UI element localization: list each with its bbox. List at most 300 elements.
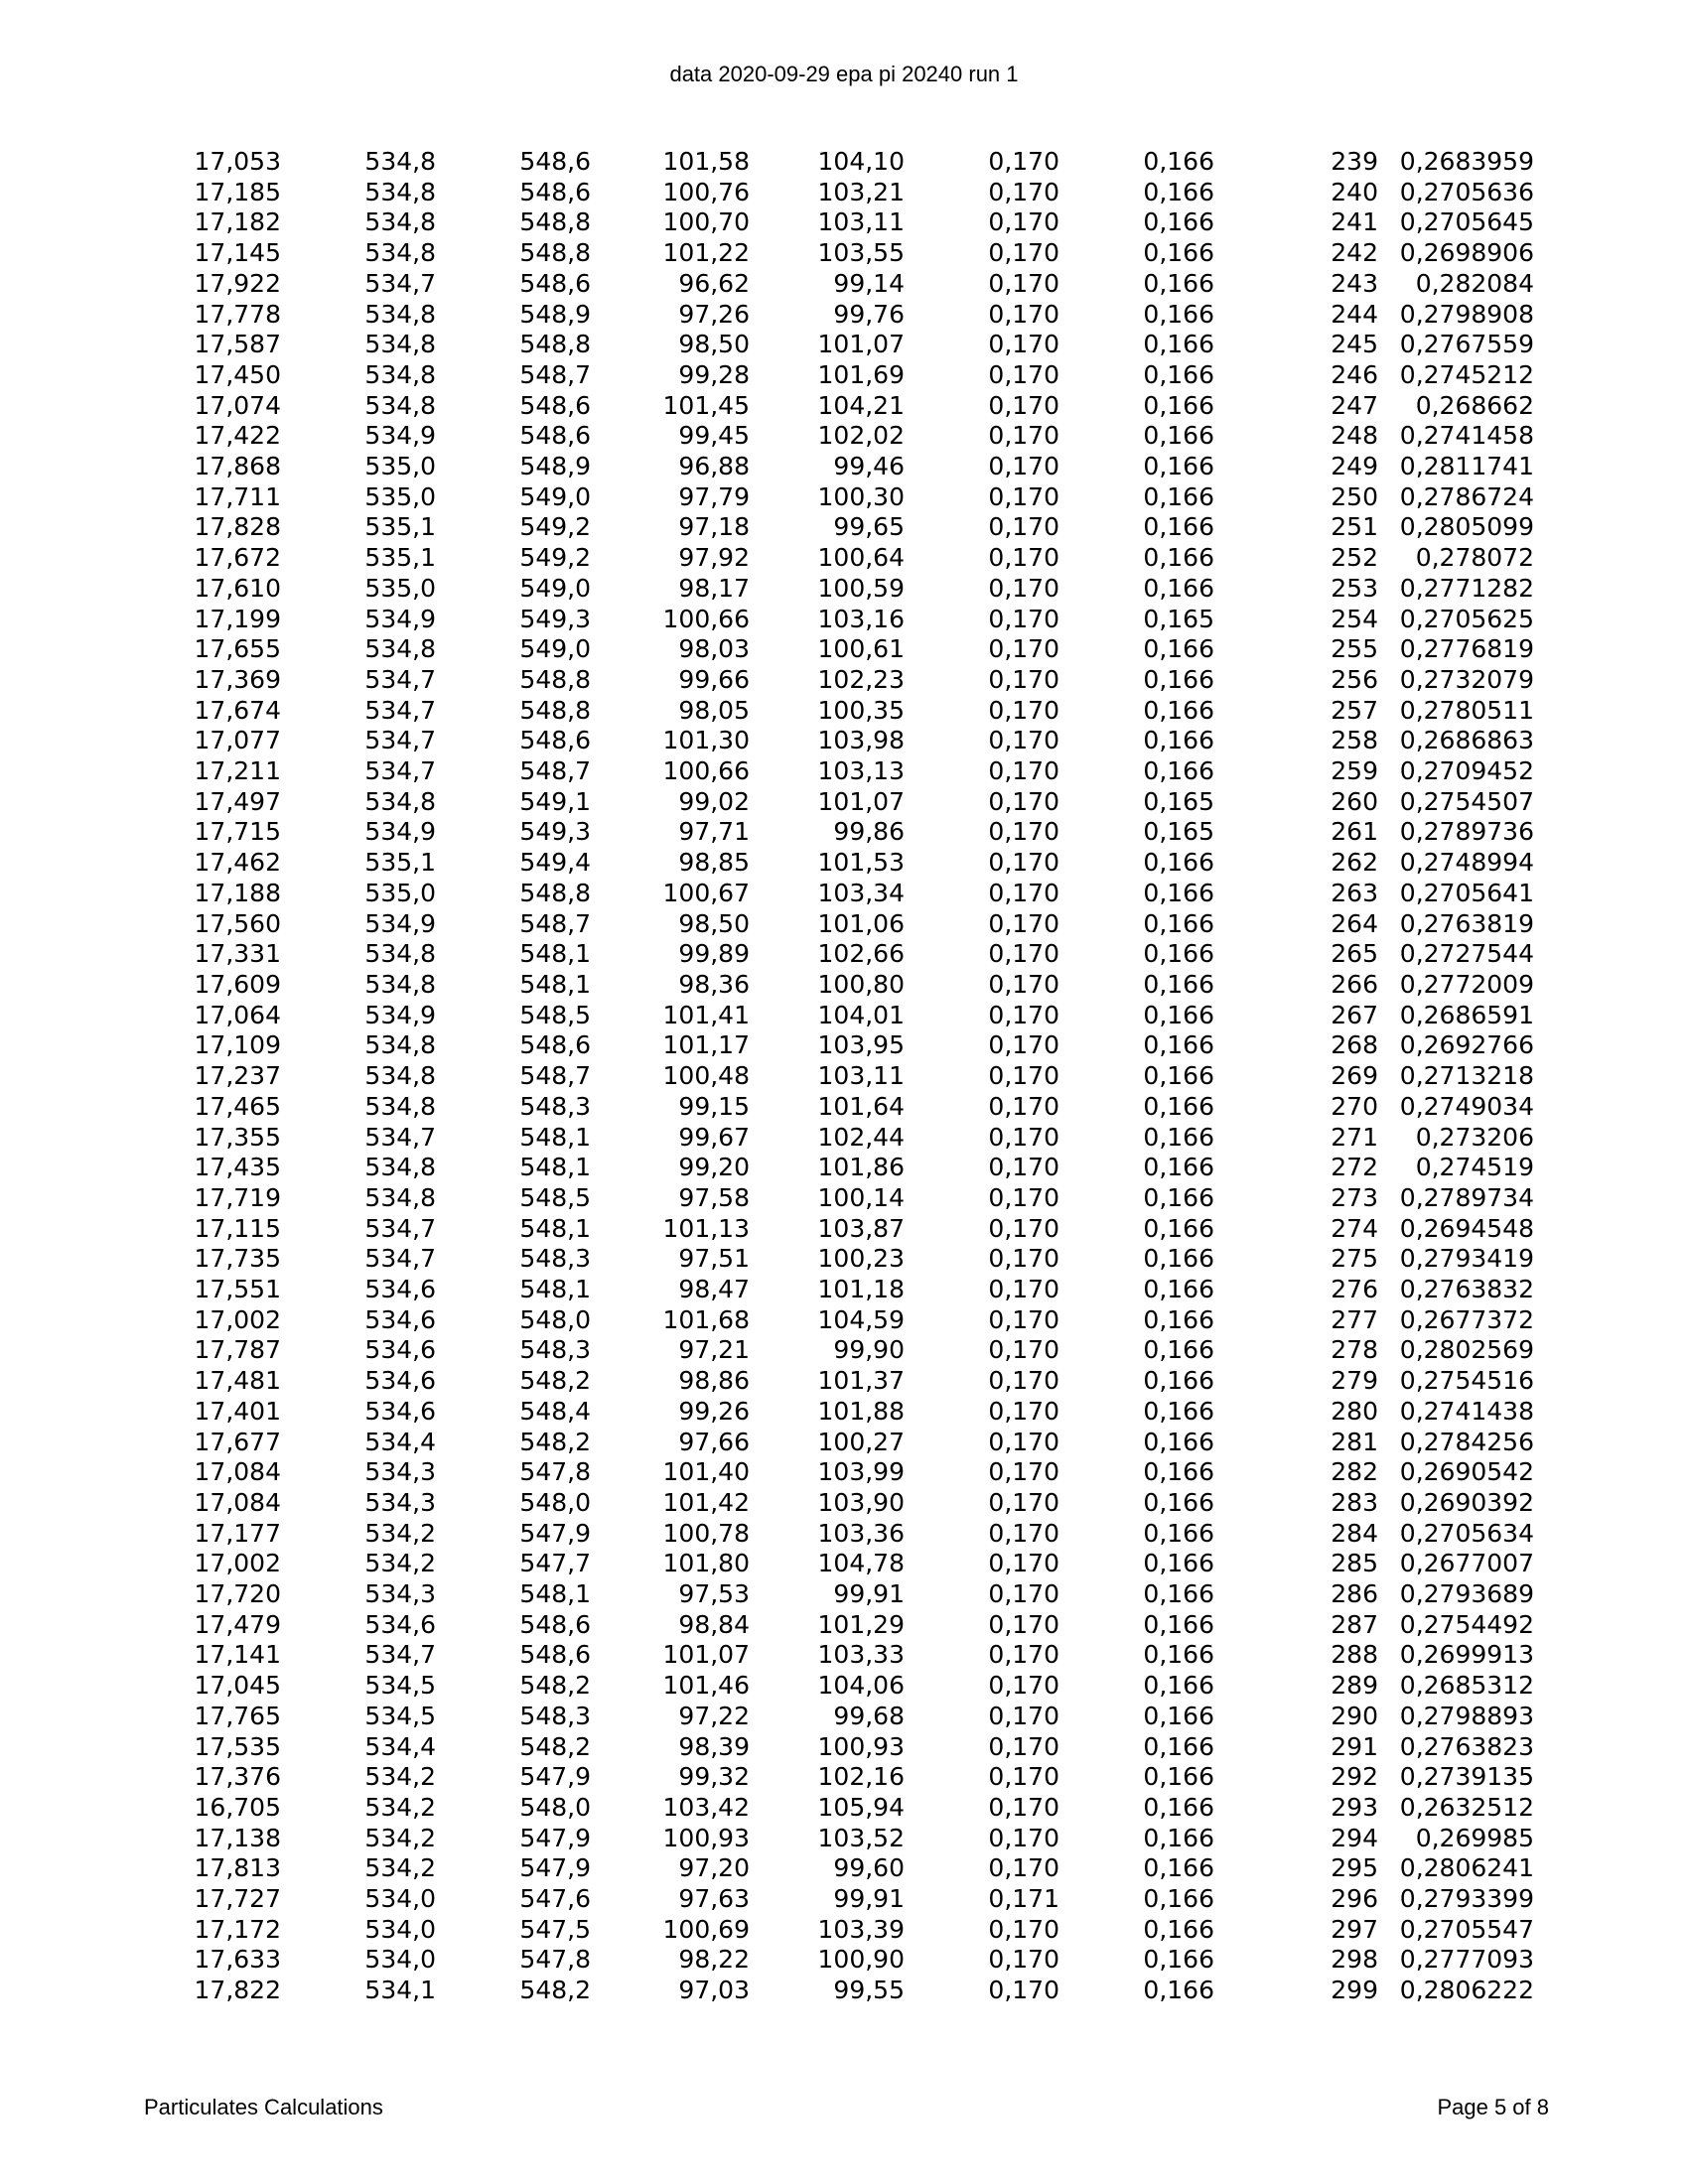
table-cell: 17,828 <box>194 512 281 542</box>
table-row <box>0 1123 1534 1154</box>
table-cell: 0,170 <box>988 1731 1059 1761</box>
table-cell: 548,1 <box>519 1579 591 1609</box>
table-cell: 100,93 <box>662 1823 750 1852</box>
table-cell: 17,672 <box>194 543 281 573</box>
table-cell: 17,084 <box>194 1487 281 1517</box>
table-cell: 0,170 <box>988 1671 1059 1701</box>
table-cell: 258 <box>1331 726 1378 755</box>
table-cell: 288 <box>1331 1640 1378 1670</box>
table-cell: 0,2805099 <box>1399 512 1534 542</box>
table-cell: 0,2683959 <box>1399 147 1534 176</box>
table-cell: 549,0 <box>519 481 591 511</box>
table-cell: 549,2 <box>519 543 591 573</box>
table-cell: 17,002 <box>194 1549 281 1578</box>
table-cell: 0,170 <box>988 1304 1059 1334</box>
table-cell: 547,6 <box>519 1884 591 1914</box>
table-cell: 17,674 <box>194 695 281 725</box>
table-cell: 0,2690392 <box>1399 1487 1534 1517</box>
table-cell: 534,8 <box>364 786 436 816</box>
table-cell: 0,2739135 <box>1399 1762 1534 1792</box>
table-cell: 548,8 <box>519 207 591 237</box>
table-cell: 17,587 <box>194 330 281 359</box>
table-cell: 261 <box>1331 817 1378 847</box>
table-cell: 248 <box>1331 421 1378 451</box>
table-cell: 0,166 <box>1143 238 1214 268</box>
table-cell: 547,9 <box>519 1853 591 1883</box>
table-row <box>0 1915 1534 1946</box>
table-cell: 104,59 <box>817 1304 905 1334</box>
table-row <box>0 543 1534 574</box>
table-cell: 97,51 <box>678 1244 750 1274</box>
table-row <box>0 1214 1534 1245</box>
table-cell: 0,170 <box>988 695 1059 725</box>
table-row <box>0 482 1534 513</box>
table-cell: 0,170 <box>988 1853 1059 1883</box>
table-cell: 548,6 <box>519 268 591 298</box>
table-cell: 101,42 <box>662 1487 750 1517</box>
table-cell: 280 <box>1331 1396 1378 1426</box>
table-cell: 548,0 <box>519 1304 591 1334</box>
table-row <box>0 1366 1534 1397</box>
table-cell: 548,9 <box>519 299 591 329</box>
table-cell: 297 <box>1331 1914 1378 1944</box>
table-cell: 548,7 <box>519 1061 591 1091</box>
table-cell: 0,2741458 <box>1399 421 1534 451</box>
table-cell: 99,45 <box>678 421 750 451</box>
table-cell: 0,2806222 <box>1399 1976 1534 2005</box>
table-cell: 0,2685312 <box>1399 1671 1534 1701</box>
table-cell: 17,045 <box>194 1671 281 1701</box>
table-cell: 17,084 <box>194 1457 281 1487</box>
table-cell: 103,98 <box>817 726 905 755</box>
table-cell: 0,2690542 <box>1399 1457 1534 1487</box>
table-cell: 17,138 <box>194 1823 281 1852</box>
table-cell: 17,188 <box>194 878 281 907</box>
table-cell: 535,0 <box>364 878 436 907</box>
table-cell: 0,166 <box>1143 1457 1214 1487</box>
table-cell: 0,2748994 <box>1399 848 1534 878</box>
table-cell: 0,166 <box>1143 1762 1214 1792</box>
table-cell: 0,2705645 <box>1399 207 1534 237</box>
table-cell: 534,9 <box>364 817 436 847</box>
table-row <box>0 1549 1534 1579</box>
table-cell: 246 <box>1331 359 1378 389</box>
table-cell: 97,18 <box>678 512 750 542</box>
table-cell: 0,166 <box>1143 1640 1214 1670</box>
table-cell: 292 <box>1331 1762 1378 1792</box>
table-cell: 549,3 <box>519 817 591 847</box>
table-cell: 99,60 <box>833 1853 905 1883</box>
table-cell: 534,6 <box>364 1304 436 1334</box>
table-cell: 102,02 <box>817 421 905 451</box>
table-cell: 534,6 <box>364 1609 436 1639</box>
table-cell: 103,11 <box>817 1061 905 1091</box>
table-cell: 17,677 <box>194 1427 281 1456</box>
table-cell: 0,166 <box>1143 1396 1214 1426</box>
footer-title: Particulates Calculations <box>144 2095 383 2119</box>
table-row <box>0 1762 1534 1793</box>
table-cell: 103,42 <box>662 1792 750 1822</box>
table-cell: 101,07 <box>817 786 905 816</box>
table-cell: 17,450 <box>194 359 281 389</box>
table-cell: 98,05 <box>678 695 750 725</box>
table-cell: 101,88 <box>817 1396 905 1426</box>
table-cell: 534,0 <box>364 1945 436 1975</box>
table-cell: 17,719 <box>194 1182 281 1212</box>
table-cell: 17,711 <box>194 481 281 511</box>
table-cell: 0,170 <box>988 1030 1059 1060</box>
table-cell: 281 <box>1331 1427 1378 1456</box>
table-cell: 97,58 <box>678 1182 750 1212</box>
table-row <box>0 605 1534 635</box>
table-row <box>0 909 1534 940</box>
table-cell: 17,141 <box>194 1640 281 1670</box>
table-cell: 548,6 <box>519 421 591 451</box>
table-cell: 99,66 <box>678 664 750 694</box>
table-cell: 0,166 <box>1143 268 1214 298</box>
table-cell: 548,6 <box>519 177 591 206</box>
table-cell: 104,10 <box>817 147 905 176</box>
table-cell: 0,170 <box>988 664 1059 694</box>
table-cell: 99,02 <box>678 786 750 816</box>
table-cell: 534,9 <box>364 908 436 938</box>
table-cell: 97,71 <box>678 817 750 847</box>
table-cell: 239 <box>1331 147 1378 176</box>
table-cell: 99,68 <box>833 1701 905 1730</box>
table-cell: 0,2727544 <box>1399 939 1534 969</box>
table-cell: 101,07 <box>662 1640 750 1670</box>
table-cell: 101,69 <box>817 359 905 389</box>
table-cell: 17,077 <box>194 726 281 755</box>
data-table-body <box>0 147 1534 2006</box>
table-cell: 263 <box>1331 878 1378 907</box>
table-row <box>0 848 1534 879</box>
table-cell: 17,497 <box>194 786 281 816</box>
table-row <box>0 1092 1534 1123</box>
table-cell: 286 <box>1331 1579 1378 1609</box>
table-cell: 0,2754507 <box>1399 786 1534 816</box>
table-cell: 534,8 <box>364 238 436 268</box>
table-cell: 0,170 <box>988 330 1059 359</box>
table-cell: 535,0 <box>364 481 436 511</box>
table-cell: 0,2806241 <box>1399 1853 1534 1883</box>
table-cell: 0,2802569 <box>1399 1335 1534 1365</box>
table-cell: 98,36 <box>678 969 750 999</box>
table-cell: 534,4 <box>364 1427 436 1456</box>
table-cell: 103,11 <box>817 207 905 237</box>
table-cell: 534,3 <box>364 1579 436 1609</box>
table-cell: 99,15 <box>678 1091 750 1121</box>
table-cell: 255 <box>1331 634 1378 664</box>
table-cell: 0,166 <box>1143 1213 1214 1243</box>
table-cell: 0,2692766 <box>1399 1030 1534 1060</box>
table-cell: 100,90 <box>817 1945 905 1975</box>
table-cell: 17,369 <box>194 664 281 694</box>
table-cell: 0,2780511 <box>1399 695 1534 725</box>
table-cell: 296 <box>1331 1884 1378 1914</box>
table-cell: 17,822 <box>194 1976 281 2005</box>
table-cell: 0,166 <box>1143 421 1214 451</box>
table-row <box>0 1945 1534 1976</box>
table-cell: 0,2732079 <box>1399 664 1534 694</box>
table-cell: 0,166 <box>1143 452 1214 481</box>
table-cell: 100,64 <box>817 543 905 573</box>
table-cell: 0,170 <box>988 1579 1059 1609</box>
table-cell: 100,66 <box>662 604 750 633</box>
table-cell: 0,2763832 <box>1399 1275 1534 1304</box>
table-cell: 548,8 <box>519 664 591 694</box>
table-row <box>0 787 1534 818</box>
table-cell: 104,21 <box>817 390 905 420</box>
table-cell: 548,3 <box>519 1091 591 1121</box>
table-cell: 0,170 <box>988 1153 1059 1182</box>
table-cell: 0,2798893 <box>1399 1701 1534 1730</box>
table-cell: 298 <box>1331 1945 1378 1975</box>
table-cell: 534,9 <box>364 421 436 451</box>
table-cell: 247 <box>1331 390 1378 420</box>
table-cell: 285 <box>1331 1549 1378 1578</box>
table-row <box>0 1153 1534 1183</box>
table-cell: 547,9 <box>519 1518 591 1548</box>
table-cell: 99,14 <box>833 268 905 298</box>
table-cell: 548,6 <box>519 1609 591 1639</box>
table-cell: 548,2 <box>519 1366 591 1396</box>
table-cell: 99,91 <box>833 1884 905 1914</box>
table-row <box>0 1671 1534 1702</box>
table-cell: 548,1 <box>519 1213 591 1243</box>
table-cell: 534,3 <box>364 1457 436 1487</box>
table-cell: 535,1 <box>364 543 436 573</box>
table-cell: 99,55 <box>833 1976 905 2005</box>
table-cell: 0,166 <box>1143 330 1214 359</box>
table-row <box>0 330 1534 360</box>
table-cell: 0,166 <box>1143 1427 1214 1456</box>
table-cell: 0,2741438 <box>1399 1396 1534 1426</box>
table-cell: 17,868 <box>194 452 281 481</box>
table-cell: 0,170 <box>988 1122 1059 1152</box>
table-cell: 534,6 <box>364 1396 436 1426</box>
table-cell: 0,166 <box>1143 1182 1214 1212</box>
table-cell: 103,13 <box>817 756 905 786</box>
table-cell: 244 <box>1331 299 1378 329</box>
table-cell: 0,166 <box>1143 1701 1214 1730</box>
table-cell: 0,170 <box>988 299 1059 329</box>
table-row <box>0 1579 1534 1610</box>
table-cell: 99,32 <box>678 1762 750 1792</box>
table-cell: 534,5 <box>364 1701 436 1730</box>
table-cell: 0,166 <box>1143 969 1214 999</box>
table-cell: 17,787 <box>194 1335 281 1365</box>
table-cell: 0,2793419 <box>1399 1244 1534 1274</box>
table-cell: 0,166 <box>1143 1275 1214 1304</box>
table-cell: 17,401 <box>194 1396 281 1426</box>
table-row <box>0 696 1534 727</box>
table-cell: 534,8 <box>364 939 436 969</box>
table-cell: 0,165 <box>1143 786 1214 816</box>
table-cell: 548,2 <box>519 1976 591 2005</box>
table-cell: 17,115 <box>194 1213 281 1243</box>
table-cell: 99,46 <box>833 452 905 481</box>
table-cell: 98,39 <box>678 1731 750 1761</box>
table-row <box>0 1428 1534 1458</box>
table-cell: 17,053 <box>194 147 281 176</box>
table-cell: 0,2772009 <box>1399 969 1534 999</box>
table-row <box>0 452 1534 482</box>
table-cell: 534,8 <box>364 207 436 237</box>
table-cell: 0,170 <box>988 1914 1059 1944</box>
table-row <box>0 817 1534 848</box>
table-cell: 0,2713218 <box>1399 1061 1534 1091</box>
table-row <box>0 1457 1534 1488</box>
table-cell: 534,7 <box>364 1640 436 1670</box>
table-cell: 0,2698906 <box>1399 238 1534 268</box>
table-cell: 17,633 <box>194 1945 281 1975</box>
table-cell: 534,8 <box>364 147 436 176</box>
table-cell: 0,166 <box>1143 147 1214 176</box>
table-cell: 548,2 <box>519 1427 591 1456</box>
table-cell: 0,170 <box>988 817 1059 847</box>
table-cell: 535,0 <box>364 573 436 603</box>
table-row <box>0 421 1534 452</box>
table-row <box>0 300 1534 331</box>
table-cell: 534,8 <box>364 1182 436 1212</box>
table-row <box>0 1335 1534 1366</box>
table-cell: 0,166 <box>1143 1884 1214 1914</box>
table-cell: 534,0 <box>364 1914 436 1944</box>
table-row <box>0 1884 1534 1915</box>
table-cell: 0,2632512 <box>1399 1792 1534 1822</box>
table-cell: 0,170 <box>988 1427 1059 1456</box>
table-cell: 103,90 <box>817 1487 905 1517</box>
table-cell: 284 <box>1331 1518 1378 1548</box>
table-cell: 548,2 <box>519 1731 591 1761</box>
table-cell: 294 <box>1331 1823 1378 1852</box>
table-cell: 534,6 <box>364 1366 436 1396</box>
table-cell: 17,735 <box>194 1244 281 1274</box>
table-cell: 17,185 <box>194 177 281 206</box>
table-cell: 0,2789734 <box>1399 1182 1534 1212</box>
table-row <box>0 1732 1534 1763</box>
table-cell: 0,170 <box>988 908 1059 938</box>
table-cell: 0,2709452 <box>1399 756 1534 786</box>
table-cell: 276 <box>1331 1275 1378 1304</box>
table-cell: 0,2771282 <box>1399 573 1534 603</box>
table-cell: 100,27 <box>817 1427 905 1456</box>
table-cell: 287 <box>1331 1609 1378 1639</box>
table-row <box>0 207 1534 238</box>
table-cell: 291 <box>1331 1731 1378 1761</box>
table-cell: 252 <box>1331 543 1378 573</box>
table-cell: 270 <box>1331 1091 1378 1121</box>
table-cell: 17,237 <box>194 1061 281 1091</box>
table-cell: 0,2705636 <box>1399 177 1534 206</box>
table-cell: 97,03 <box>678 1976 750 2005</box>
table-cell: 102,44 <box>817 1122 905 1152</box>
table-cell: 0,166 <box>1143 512 1214 542</box>
table-cell: 0,170 <box>988 1792 1059 1822</box>
table-cell: 534,8 <box>364 1153 436 1182</box>
table-cell: 96,88 <box>678 452 750 481</box>
table-cell: 0,2677372 <box>1399 1304 1534 1334</box>
table-cell: 0,166 <box>1143 634 1214 664</box>
table-cell: 0,166 <box>1143 1030 1214 1060</box>
table-cell: 17,778 <box>194 299 281 329</box>
table-row <box>0 1275 1534 1305</box>
table-cell: 548,6 <box>519 147 591 176</box>
table-cell: 0,2793399 <box>1399 1884 1534 1914</box>
table-cell: 548,1 <box>519 1153 591 1182</box>
table-cell: 97,22 <box>678 1701 750 1730</box>
table-cell: 266 <box>1331 969 1378 999</box>
table-cell: 17,715 <box>194 817 281 847</box>
table-cell: 0,2789736 <box>1399 817 1534 847</box>
table-row <box>0 1001 1534 1031</box>
table-cell: 534,8 <box>364 634 436 664</box>
table-cell: 0,166 <box>1143 207 1214 237</box>
table-cell: 101,68 <box>662 1304 750 1334</box>
table-cell: 100,14 <box>817 1182 905 1212</box>
table-cell: 101,06 <box>817 908 905 938</box>
table-cell: 99,20 <box>678 1153 750 1182</box>
table-cell: 98,47 <box>678 1275 750 1304</box>
table-cell: 102,23 <box>817 664 905 694</box>
table-cell: 0,166 <box>1143 1000 1214 1029</box>
table-row <box>0 634 1534 665</box>
table-cell: 0,268662 <box>1415 390 1534 420</box>
table-cell: 548,1 <box>519 969 591 999</box>
table-cell: 534,8 <box>364 299 436 329</box>
table-cell: 101,40 <box>662 1457 750 1487</box>
table-cell: 549,1 <box>519 786 591 816</box>
table-cell: 256 <box>1331 664 1378 694</box>
table-cell: 548,6 <box>519 1030 591 1060</box>
table-cell: 17,109 <box>194 1030 281 1060</box>
table-cell: 100,59 <box>817 573 905 603</box>
table-cell: 0,166 <box>1143 177 1214 206</box>
table-cell: 282 <box>1331 1457 1378 1487</box>
table-cell: 548,1 <box>519 939 591 969</box>
table-cell: 534,1 <box>364 1976 436 2005</box>
table-cell: 100,61 <box>817 634 905 664</box>
table-cell: 100,93 <box>817 1731 905 1761</box>
table-cell: 265 <box>1331 939 1378 969</box>
table-cell: 100,76 <box>662 177 750 206</box>
table-cell: 0,170 <box>988 390 1059 420</box>
table-cell: 97,66 <box>678 1427 750 1456</box>
table-cell: 17,376 <box>194 1762 281 1792</box>
table-cell: 17,462 <box>194 848 281 878</box>
table-cell: 97,79 <box>678 481 750 511</box>
table-cell: 534,7 <box>364 1213 436 1243</box>
table-cell: 101,22 <box>662 238 750 268</box>
table-cell: 275 <box>1331 1244 1378 1274</box>
table-cell: 101,41 <box>662 1000 750 1029</box>
table-cell: 0,166 <box>1143 1853 1214 1883</box>
table-cell: 97,63 <box>678 1884 750 1914</box>
table-cell: 0,2763823 <box>1399 1731 1534 1761</box>
table-cell: 100,66 <box>662 756 750 786</box>
table-cell: 0,170 <box>988 1213 1059 1243</box>
table-cell: 0,166 <box>1143 664 1214 694</box>
table-cell: 534,8 <box>364 330 436 359</box>
table-cell: 102,66 <box>817 939 905 969</box>
table-cell: 548,7 <box>519 756 591 786</box>
table-cell: 0,166 <box>1143 1579 1214 1609</box>
table-cell: 0,282084 <box>1415 268 1534 298</box>
table-cell: 0,166 <box>1143 1731 1214 1761</box>
table-cell: 250 <box>1331 481 1378 511</box>
table-cell: 0,166 <box>1143 1366 1214 1396</box>
